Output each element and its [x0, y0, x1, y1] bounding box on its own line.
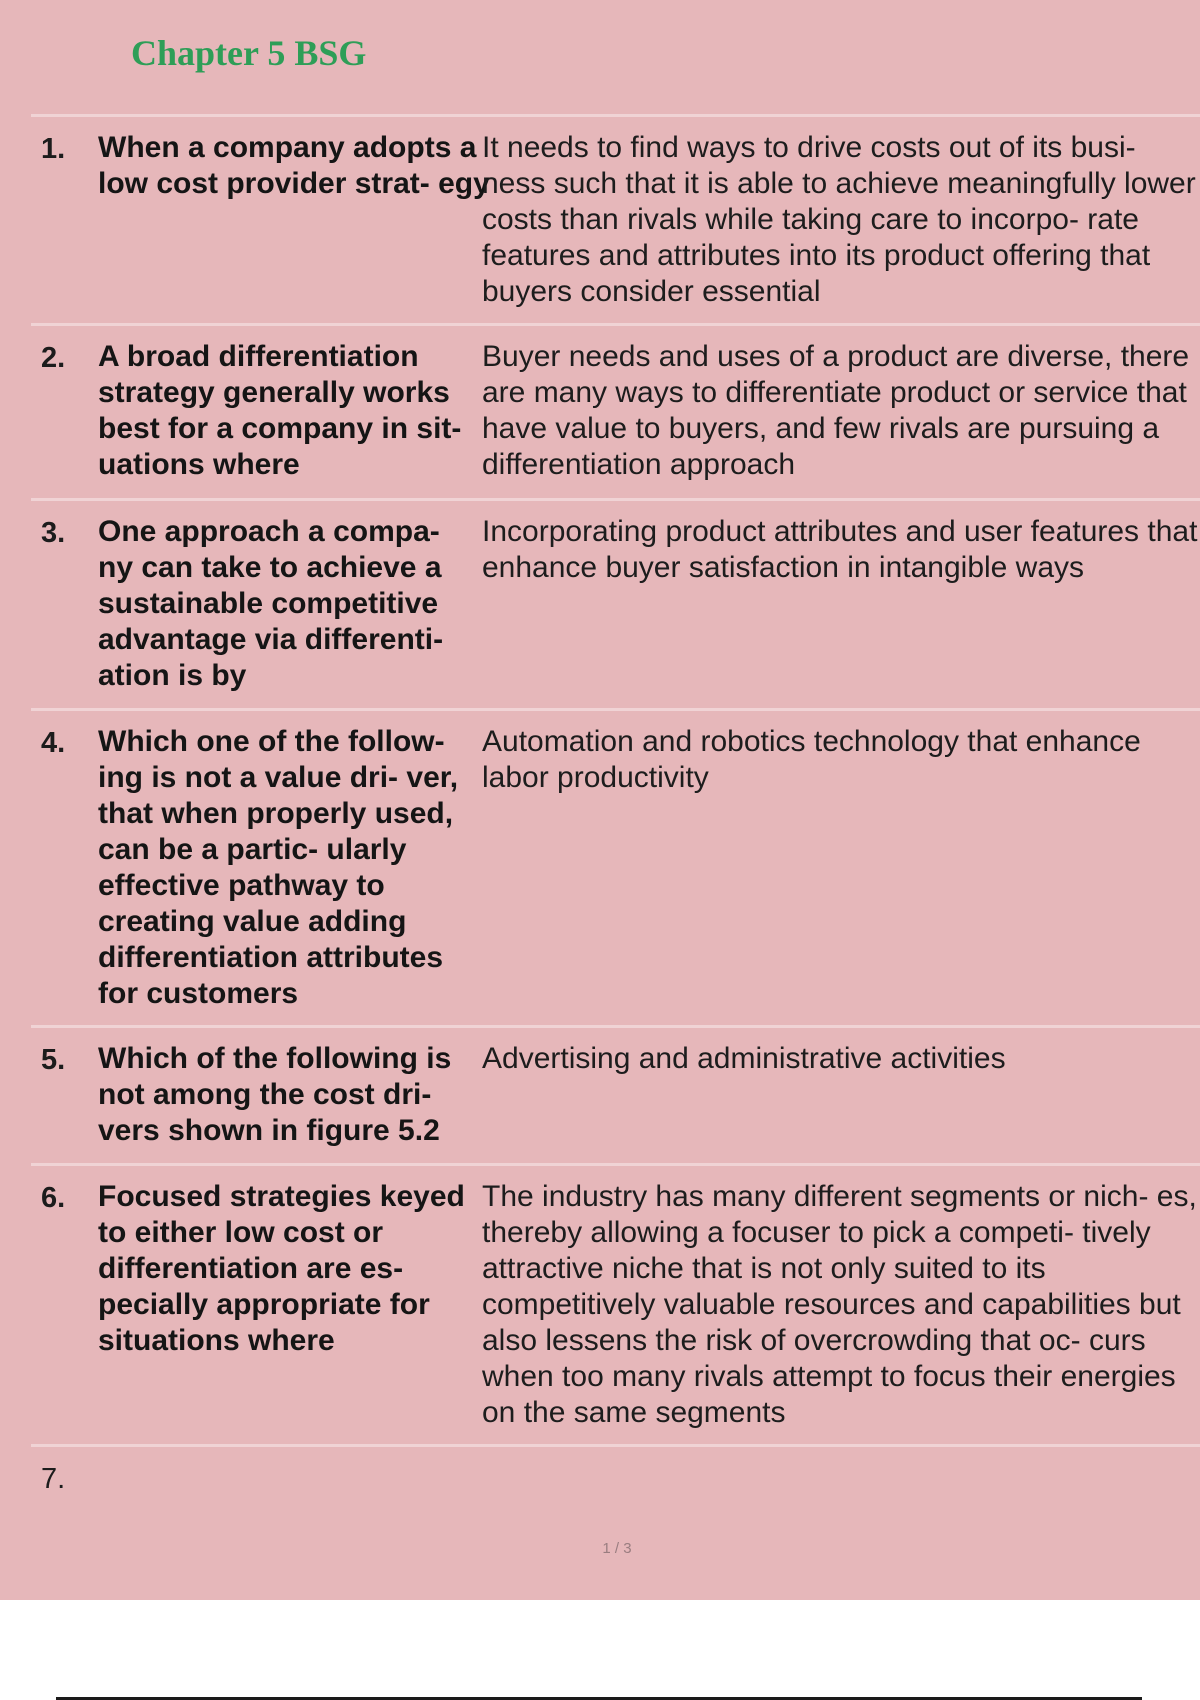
- answer-text: The industry has many different segments or nich- es, thereby allowing a focuser to pick a competi- tively attractive niche that is not only suited to its competitively valuable resources and capabilities but also lessens the risk of overcrowding that oc- curs when too many rivals attempt to focus their energies on the same segments: [482, 1180, 1197, 1429]
- item-number: 6.: [41, 1182, 66, 1214]
- answer-text: Advertising and administrative activities: [482, 1042, 1006, 1075]
- page-number: 1 / 3: [602, 1540, 632, 1557]
- question-text: A broad differentiation strategy generally works best for a company in sit- uations where: [98, 340, 462, 481]
- qa-row: [31, 1444, 1200, 1534]
- question-text: Which of the following is not among the cost dri- vers shown in figure 5.2: [98, 1042, 452, 1147]
- qa-row: [31, 323, 1200, 498]
- item-number: 2.: [41, 342, 66, 374]
- item-number: 7.: [41, 1463, 66, 1495]
- page-title: Chapter 5 BSG: [131, 33, 367, 73]
- answer-text: Buyer needs and uses of a product are diverse, there are many ways to differentiate product or service that have value to buyers, and few rivals are pursuing a differentiation approach: [482, 340, 1190, 481]
- question-text: One approach a compa- ny can take to achieve a sustainable competitive advantage via differenti- ation is by: [98, 515, 444, 692]
- qa-row: [31, 1025, 1200, 1163]
- qa-row: [31, 114, 1200, 323]
- question-text: Which one of the follow- ing is not a value dri- ver, that when properly used, can be a partic- ularly effective pathway to creating value adding differentiation attributes for customers: [98, 725, 459, 1010]
- answer-text: It needs to find ways to drive costs out of its busi- ness such that it is able to achieve meaningfully lower costs than rivals while taking care to incorpo- rate features and attributes into its product offering that buyers consider essential: [482, 131, 1196, 308]
- item-number: 4.: [41, 727, 66, 759]
- answer-text: Automation and robotics technology that enhance labor productivity: [482, 725, 1141, 794]
- qa-row: [31, 1163, 1200, 1444]
- qa-row: [31, 498, 1200, 708]
- qa-row: [31, 708, 1200, 1025]
- question-text: Focused strategies keyed to either low cost or differentiation are es- pecially appropriate for situations where: [98, 1180, 465, 1357]
- qa-list: [31, 114, 1200, 1534]
- item-number: 5.: [41, 1044, 66, 1076]
- answer-text: Incorporating product attributes and user features that enhance buyer satisfaction in intangible ways: [482, 515, 1198, 584]
- item-number: 3.: [41, 517, 66, 549]
- question-text: When a company adopts a low cost provider strat- egy: [98, 131, 490, 200]
- item-number: 1.: [41, 133, 66, 165]
